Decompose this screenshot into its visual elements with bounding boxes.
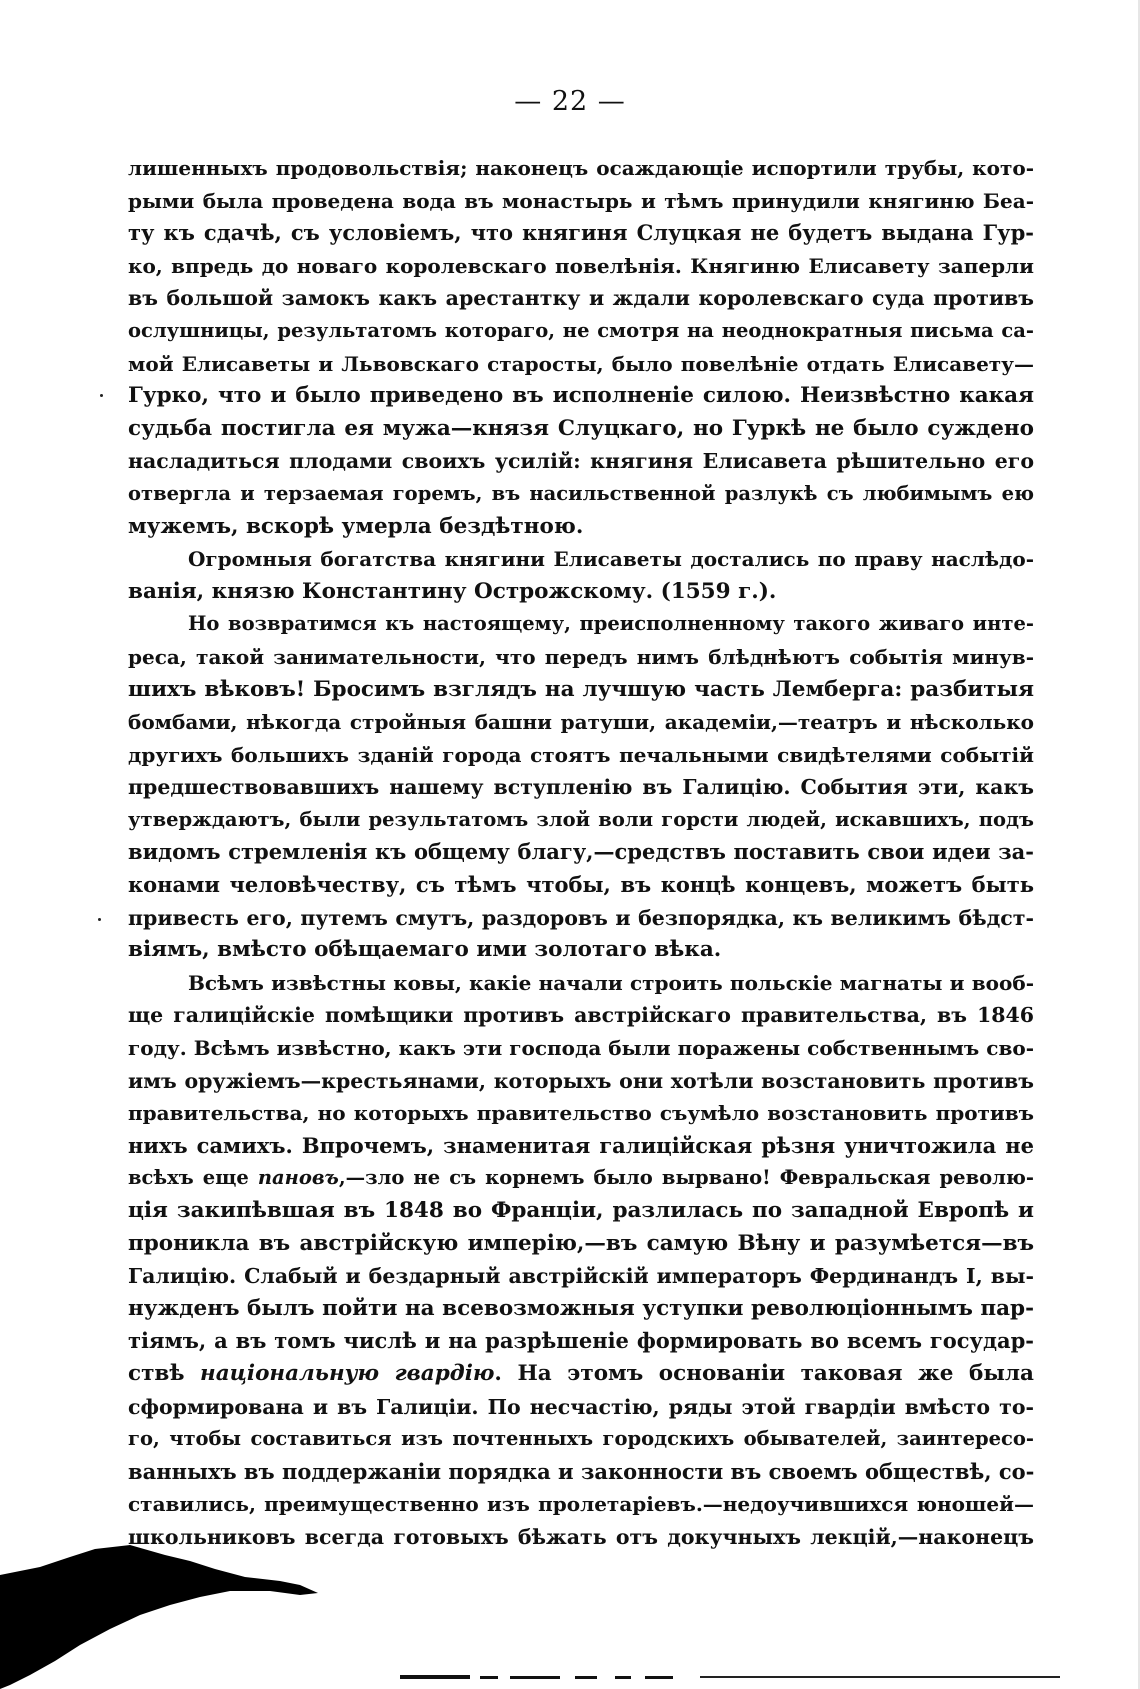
text-line: насладиться плодами своихъ усилій: княгиня Елисавета рѣшительно его <box>128 449 1034 474</box>
text-line: предшествовавшихъ нашему вступленію въ Галицію. События эти, какъ <box>128 775 1034 800</box>
text-line: другихъ большихъ зданій города стоятъ печальными свидѣтелями событій <box>128 742 1034 767</box>
text-line: ставились, преимущественно изъ пролетаріевъ.—недоучившихся юношей— <box>128 1492 1034 1517</box>
scan-artifact-rule <box>400 1674 1060 1680</box>
text-line: въ большой замокъ какъ арестантку и ждали королевскаго суда противъ <box>128 286 1034 311</box>
text-line: Галицію. Слабый и бездарный австрійскій императоръ Фердинандъ I, вы- <box>128 1264 1034 1289</box>
text-line: проникла въ австрійскую имперію,—въ самую Вѣну и разумѣется—въ <box>128 1230 1034 1256</box>
text-line: отвергла и терзаемая горемъ, въ насильственной разлукѣ съ любимымъ ею <box>128 481 1034 505</box>
text-line: правительства, но которыхъ правительство съумѣло возстановить противъ <box>128 1101 1034 1126</box>
margin-speck <box>98 918 101 921</box>
text-line: нужденъ былъ пойти на всевозможныя уступки революціоннымъ пар- <box>128 1295 1034 1321</box>
text-line: Огромныя богатства княгини Елисаветы достались по праву наслѣдо- <box>188 547 1034 572</box>
text-line: сформирована и въ Галиціи. По несчастію, ряды этой гвардіи вмѣсто то- <box>128 1394 1034 1419</box>
ink-blot-mark <box>0 1545 320 1689</box>
text-line: ще галиційскіе помѣщики противъ австрійскаго правительства, въ 1846 <box>128 1003 1034 1028</box>
text-line: мой Елисаветы и Львовскаго старосты, было повелѣніе отдать Елисавету— <box>128 351 1034 376</box>
text-fragment: ствѣ <box>128 1360 201 1386</box>
text-line <box>128 1162 1034 1195</box>
text-line <box>128 1358 1034 1391</box>
text-line: Но возвратимся къ настоящему, преисполненному такого живаго инте- <box>188 612 1034 636</box>
page-number: — 22 — <box>514 86 626 117</box>
text-line: го, чтобы составиться изъ почтенныхъ городскихъ обывателей, заинтересо- <box>128 1427 1034 1451</box>
text-line: утверждаютъ, были результатомъ злой воли горсти людей, искавшихъ, подъ <box>128 807 1034 831</box>
margin-speck <box>100 394 103 397</box>
text-line: Всѣмъ извѣстны ковы, какіе начали строить польскіе магнаты и вооб- <box>188 970 1034 995</box>
text-line: году. Всѣмъ извѣстно, какъ эти господа были поражены собственнымъ сво- <box>128 1036 1034 1061</box>
text-line: судьба постигла ея мужа—князя Слуцкаго, но Гуркѣ не было суждено <box>128 415 1034 441</box>
text-line: ванія, князю Константину Острожскому. (1559 г.). <box>128 578 777 604</box>
text-line: ко, впредь до новаго королевскаго повелѣнія. Княгиню Елисавету заперли <box>128 253 1034 278</box>
text-line: ослушницы, результатомъ котораго, не смотря на неоднократныя письма са- <box>128 318 1034 342</box>
text-line: ту къ сдачѣ, съ условіемъ, что княгиня Слуцкая не будетъ выдана Гур- <box>128 220 1034 246</box>
text-line: ванныхъ въ поддержаніи порядка и законности въ своемъ обществѣ, со- <box>128 1458 1034 1484</box>
text-line: реса, такой занимательности, что передъ нимъ блѣднѣютъ событія минув- <box>128 644 1034 669</box>
emphasized-phrase: пановъ <box>257 1166 339 1190</box>
text-line: ція закипѣвшая въ 1848 во Франціи, разлилась по западной Европѣ и <box>128 1198 1034 1223</box>
text-line: конами человѣчеству, съ тѣмъ чтобы, въ концѣ концевъ, можетъ быть <box>128 872 1034 898</box>
text-line: мужемъ, вскорѣ умерла бездѣтною. <box>128 513 584 539</box>
text-line: Гурко, что и было приведено въ исполненіе силою. Неизвѣстно какая <box>128 383 1034 409</box>
text-line: бомбами, нѣкогда стройныя башни ратуши, академіи,—театръ и нѣсколько <box>128 710 1034 735</box>
text-line: видомъ стремленія къ общему благу,—средствъ поставить свои идеи за- <box>128 839 1034 865</box>
text-line: рыми была проведена вода въ монастырь и тѣмъ принудили княгиню Беа- <box>128 188 1034 213</box>
text-fragment: . На этомъ основаніи таковая же была <box>494 1360 1034 1386</box>
text-line: шихъ вѣковъ! Бросимъ взглядъ на лучшую часть Лемберга: разбитыя <box>128 676 1034 702</box>
text-fragment: ,—зло не съ корнемъ было вырвано! Февральская револю- <box>338 1166 1034 1190</box>
emphasized-phrase: національную гвардію <box>200 1360 495 1386</box>
text-fragment: всѣхъ еще <box>128 1166 258 1190</box>
text-line: имъ оружіемъ—крестьянами, которыхъ они хотѣли возстановить противъ <box>128 1068 1034 1093</box>
text-line: школьниковъ всегда готовыхъ бѣжать отъ докучныхъ лекцій,—наконецъ <box>128 1524 1034 1549</box>
body-text <box>128 152 1034 1554</box>
text-line: тіямъ, а въ томъ числѣ и на разрѣшеніе формировать во всемъ государ- <box>128 1328 1034 1354</box>
text-line: нихъ самихъ. Впрочемъ, знаменитая галиційская рѣзня уничтожила не <box>128 1132 1034 1158</box>
text-line: привесть его, путемъ смутъ, раздоровъ и безпорядка, къ великимъ бѣдст- <box>128 905 1034 930</box>
text-line: лишенныхъ продовольствія; наконецъ осаждающіе испортили трубы, кото- <box>128 156 1034 180</box>
text-line: віямъ, вмѣсто обѣщаемаго ими золотаго вѣка. <box>128 937 722 963</box>
